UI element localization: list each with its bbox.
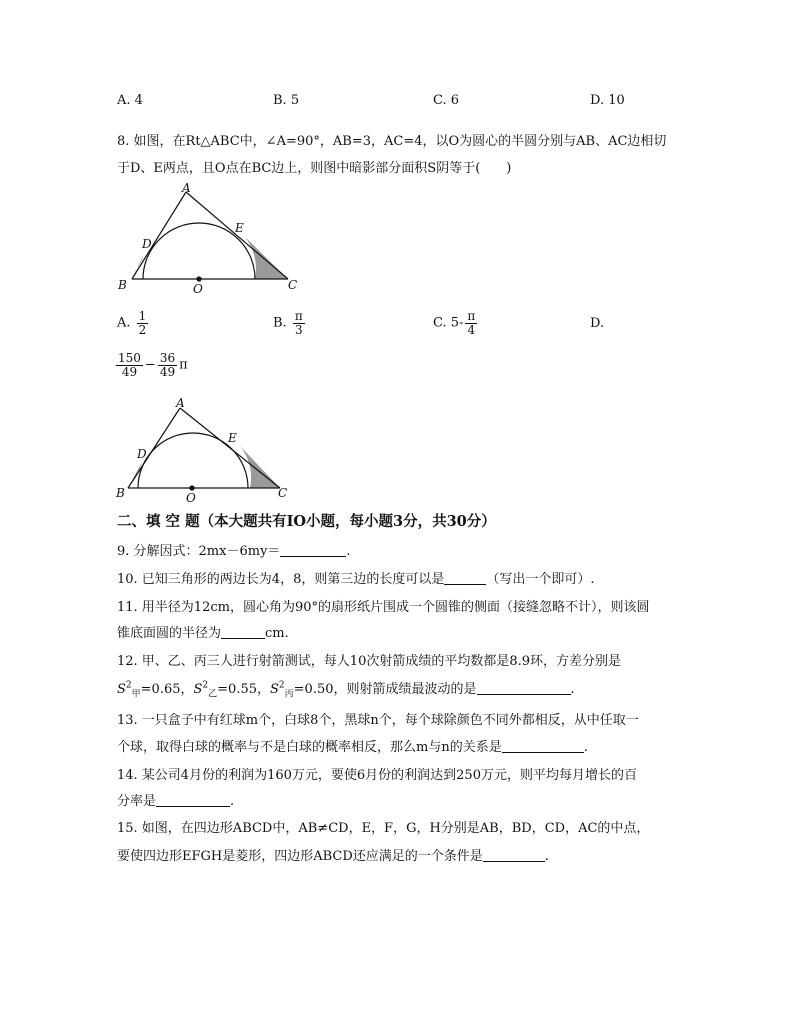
- label-c: C: [288, 278, 298, 292]
- label-o: O: [193, 282, 203, 295]
- q7-option-d: D. 10: [590, 93, 625, 108]
- q11-line2: 锥底面圆的半径为 cm.: [117, 626, 289, 641]
- label-a-2: A: [176, 396, 185, 410]
- point-o-2: [189, 485, 194, 490]
- q14-answer-blank[interactable]: [156, 794, 230, 807]
- q15-line1: 15. 如图，在四边形ABCD中，AB≠CD，E，F，G，H分别是AB，BD，CD，AC的中点，: [117, 821, 650, 836]
- point-o: [196, 276, 201, 281]
- q10-answer-blank[interactable]: [444, 572, 486, 585]
- option-d-frac1: $\frac{150}{49}$: [118, 351, 141, 379]
- q15-answer-blank[interactable]: [483, 849, 545, 862]
- q12-line1: 12. 甲、乙、丙三人进行射箭测试，每人10次射箭成绩的平均数都是8.9环，方差分别是: [117, 654, 622, 669]
- option-b-label: B.: [273, 315, 287, 331]
- label-o-2: O: [186, 491, 196, 504]
- option-d-frac2: $\frac{36}{49}$: [159, 351, 176, 379]
- q8-stem-line2: 于D、E两点，且O点在BC边上，则图中暗影部分面积S阴等于( ): [117, 161, 512, 176]
- option-c-label: C. 5-: [433, 315, 464, 331]
- label-d: D: [142, 237, 152, 251]
- q8-option-a: [117, 310, 150, 336]
- q8-option-c: [433, 310, 479, 336]
- q7-option-c: C. 6: [433, 93, 460, 108]
- q8-option-d-expression: $\frac{150}{49}$ − $\frac{36}{49}$ π: [118, 351, 188, 379]
- label-a: A: [182, 181, 191, 195]
- q8-stem-line1: 8. 如图，在Rt△ABC中，∠A=90°，AB=3，AC=4，以O为圆心的半圆分别与AB、AC边相切: [117, 134, 667, 149]
- q12-line2: $S^2_甲=0.65$，$S^2_乙=0.55$，$S^2_丙=0.50$，则射箭成绩最波动的是 .: [117, 680, 575, 700]
- q13-line2: 个球，取得白球的概率与不是白球的概率相反，那么m与n的关系是 .: [117, 740, 588, 755]
- q11-answer-blank[interactable]: [221, 626, 265, 639]
- label-d-2: D: [137, 447, 147, 461]
- q13-line1: 13. 一只盒子中有红球m个，白球8个，黑球n个，每个球除颜色不同外都相反，从中任取一: [117, 713, 639, 728]
- label-c-2: C: [278, 486, 288, 500]
- label-e: E: [235, 221, 244, 235]
- label-b: B: [118, 278, 127, 292]
- q8-option-d-label: D.: [590, 316, 605, 331]
- option-b-fraction: $\frac{\pi}{3}$: [294, 309, 303, 337]
- option-a-fraction: $\frac{1}{2}$: [138, 309, 147, 337]
- option-c-fraction: $\frac{\pi}{4}$: [467, 309, 476, 337]
- option-a-label: A.: [117, 315, 131, 331]
- q8-figure-1: [110, 180, 310, 295]
- label-b-2: B: [116, 486, 125, 500]
- q8-figure-2: [110, 394, 310, 504]
- q7-option-b: B. 5: [273, 93, 300, 108]
- q8-option-b: [273, 310, 307, 336]
- q13-answer-blank[interactable]: [502, 740, 584, 753]
- q7-option-a: A. 4: [117, 93, 143, 108]
- q14-line1: 14. 某公司4月份的利润为160万元，要使6月份的利润达到250万元，则平均每月增长的百: [117, 768, 637, 783]
- section-2-heading: 二、填 空 题（本大题共有IO小题，每小题3分，共30分）: [117, 513, 496, 530]
- q14-line2: 分率是 .: [117, 794, 235, 809]
- q11-line1: 11. 用半径为12cm，圆心角为90°的扇形纸片围成一个圆锥的侧面（接缝忽略不计），则该圆: [117, 600, 650, 615]
- q9-answer-blank[interactable]: [280, 544, 346, 557]
- label-e-2: E: [228, 431, 237, 445]
- q10: 10. 已知三角形的两边长为4，8，则第三边的长度可以是 （写出一个即可）.: [117, 572, 595, 587]
- shaded-region-right-2: [240, 446, 280, 488]
- q9: 9. 分解因式：2mx－6my＝ .: [117, 544, 351, 559]
- q12-answer-blank[interactable]: [477, 682, 571, 695]
- q15-line2: 要使四边形EFGH是菱形，四边形ABCD还应满足的一个条件是 .: [117, 849, 549, 864]
